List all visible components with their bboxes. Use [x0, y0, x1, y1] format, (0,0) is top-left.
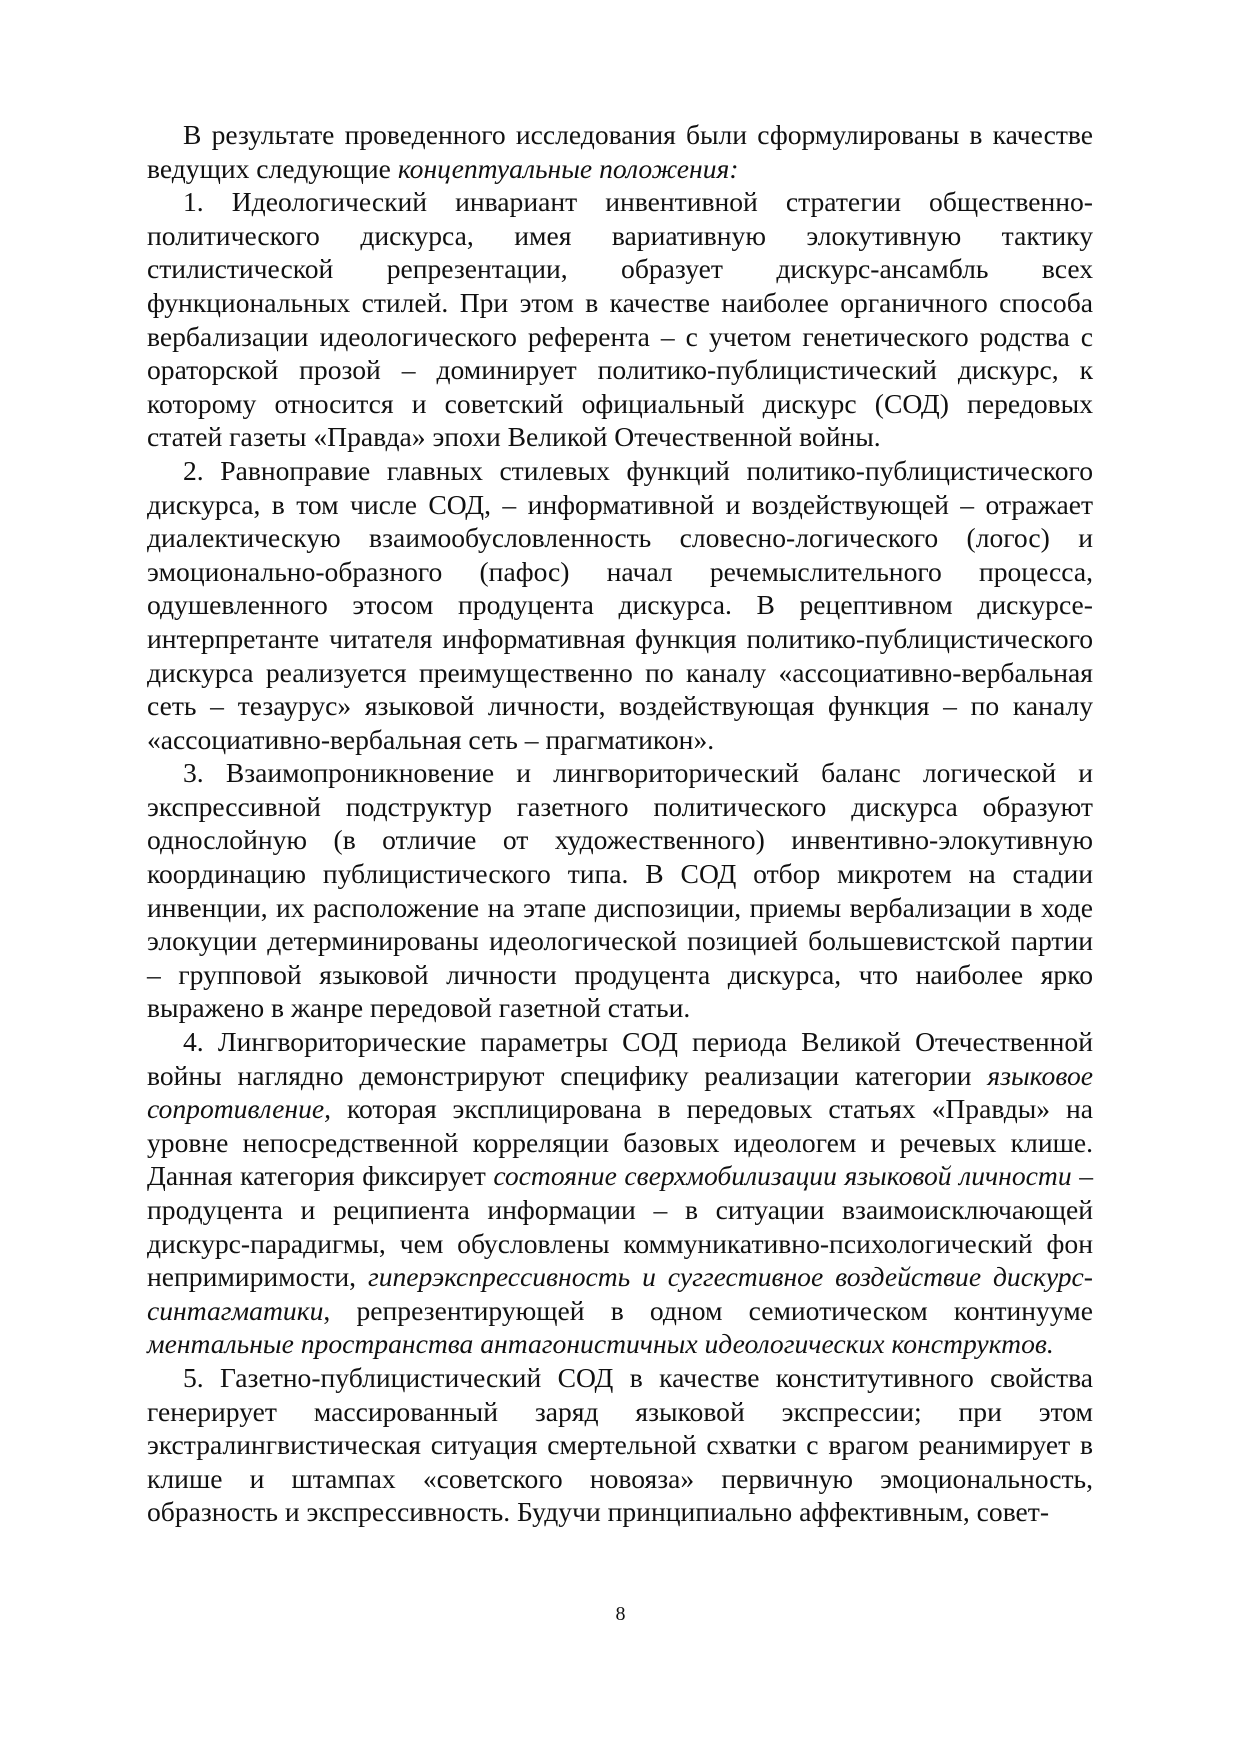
italic-term: состояние сверхмобилизации языковой личности	[493, 1160, 1072, 1192]
text-run: , репрезентирующей в одном семиотическом континууме	[323, 1294, 1093, 1326]
body-text	[147, 118, 1093, 1529]
paragraph-5	[147, 1025, 1093, 1361]
text-run: В результате проведенного исследования были сформулированы в качестве ведущих следующие	[147, 119, 1093, 184]
italic-term: ментальные пространства антагонистичных идеологических конструктов.	[147, 1328, 1054, 1360]
paragraph-1	[147, 118, 1093, 185]
paragraph-4	[147, 756, 1093, 1025]
document-page	[147, 118, 1093, 1529]
paragraph-6	[147, 1361, 1093, 1529]
italic-term: языковое сопротивление,	[147, 1059, 1093, 1125]
paragraph-2	[147, 185, 1093, 454]
text-run: 4. Лингвориторические параметры СОД периода Великой Отечественной войны наглядно демонстрируют специфику реализации категории	[147, 1026, 1093, 1091]
text-run: которая эксплицирована в передовых статьях «Правды» на уровне непосредственной корреляции базовых идеологем и речевых клише. Данная категория фиксирует	[147, 1093, 1093, 1192]
page-number: 8	[615, 1603, 626, 1625]
paragraph-3	[147, 454, 1093, 756]
text-run: 5. Газетно-публицистический СОД в качестве конститутивного свойства генерирует массированный заряд языковой экспрессии; при этом экстралингвистическая ситуация смертельной схватки с врагом реанимирует в клише и штампах «советского новояза» первичную эмоциональность, образность и экспрессивность. Будучи принципиально аффективным, совет-	[147, 1361, 1093, 1528]
text-run: 1. Идеологический инвариант инвентивной стратегии общественно-политического дискурса, имея вариативную элокутивную тактику стилистической репрезентации, образует дискурс-ансамбль всех функциональных стилей. При этом в качестве наиболее органичного способа вербализации идеологического референта – с учетом генетического родства с ораторской прозой – доминирует политико-публицистический дискурс, к которому относится и советский официальный дискурс (СОД) передовых статей газеты «Правда» эпохи Великой Отечественной войны.	[147, 186, 1093, 453]
text-run: 3. Взаимопроникновение и лингвориторический баланс логической и экспрессивной подструктур газетного политического дискурса образуют однослойную (в отличие от художественного) инвентивно-элокутивную координацию публицистического типа. В СОД отбор микротем на стадии инвенции, их расположение на этапе диспозиции, приемы вербализации в ходе элокуции детерминированы идеологической позицией большевистской партии – групповой языковой личности продуцента дискурса, что наиболее ярко выражено в жанре передовой газетной статьи.	[147, 757, 1093, 1024]
text-run: – продуцента и реципиента информации – в ситуации взаимоисключающей дискурс-парадигмы, чем обусловлены коммуникативно-психологический фон непримиримости,	[147, 1160, 1093, 1293]
italic-term: гиперэкспрессивность и суггестивное воздействие дискурс-синтагматики	[147, 1261, 1093, 1326]
text-run: 2. Равноправие главных стилевых функций политико-публицистического дискурса, в том числе СОД, – информативной и воздействующей – отражает диалектическую взаимообусловленность словесно-логического (логос) и эмоционально-образного (пафос) начал речемыслительного процесса, одушевленного этосом продуцента дискурса. В рецептивном дискурсе-интерпретанте читателя информативная функция политико-публицистического дискурса реализуется преимущественно по каналу «ассоциативно-вербальная сеть – тезаурус» языковой личности, воздействующая функция – по каналу «ассоциативно-вербальная сеть – прагматикон».	[147, 454, 1093, 755]
italic-term: концептуальные положения:	[397, 152, 739, 184]
